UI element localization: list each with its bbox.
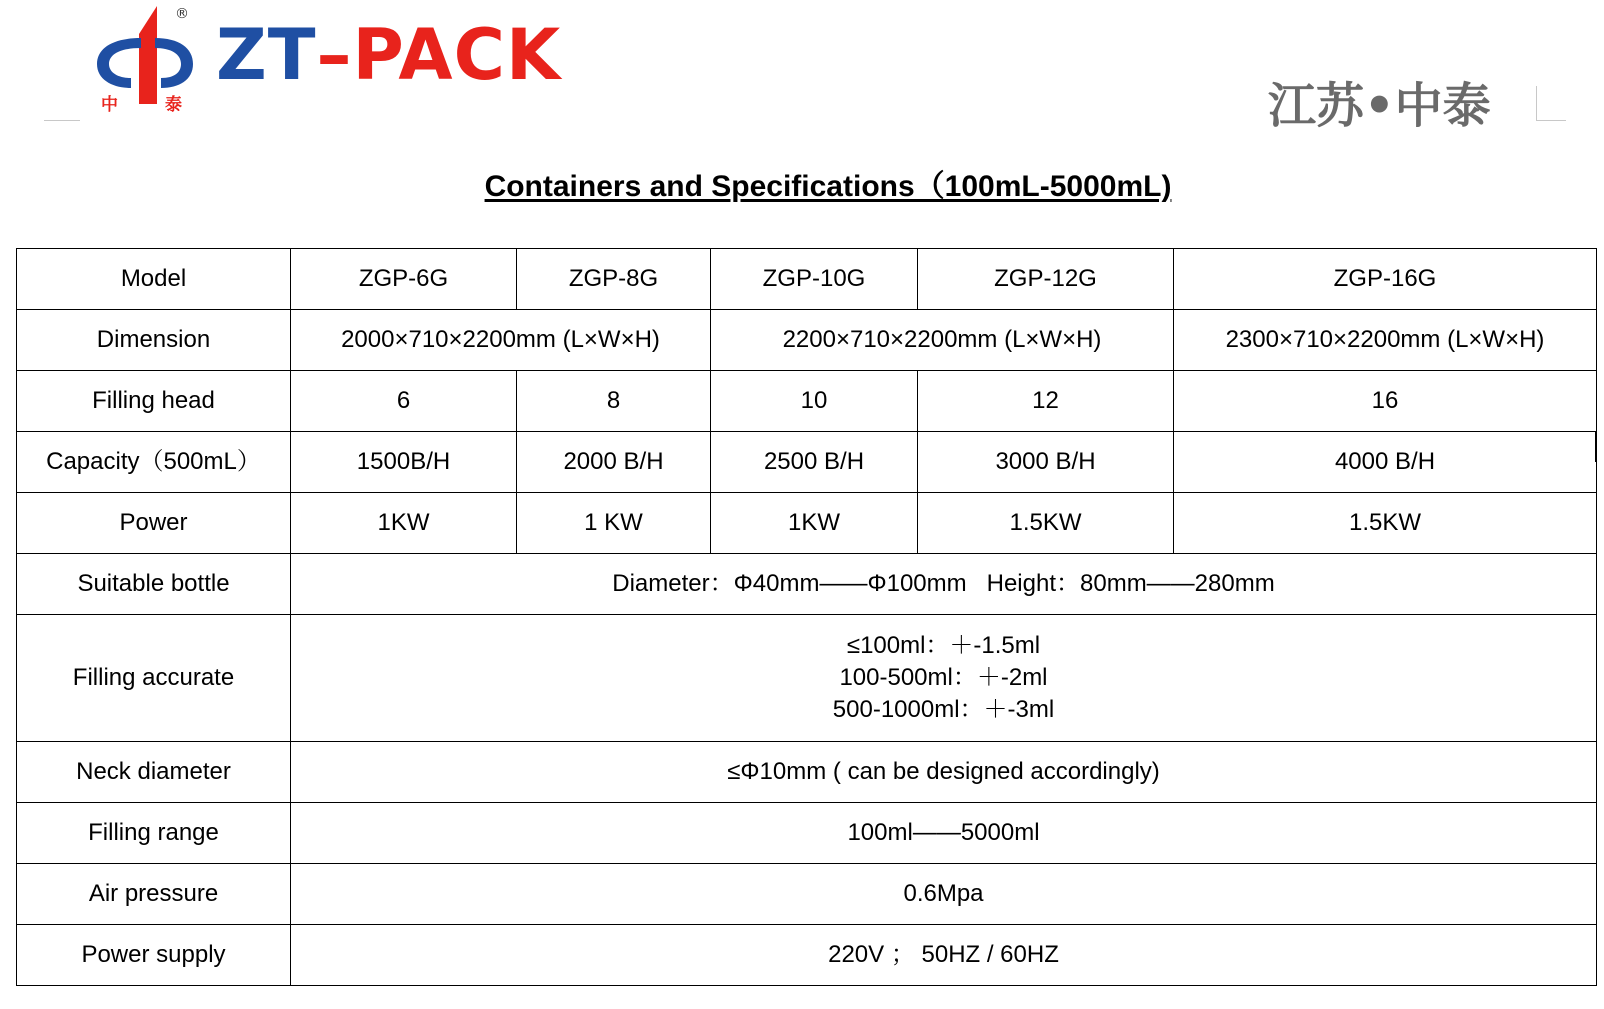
logo-char-right: 泰: [165, 95, 182, 115]
brand-dash: –: [316, 14, 353, 96]
filling-head-cell: 8: [517, 371, 711, 432]
power-cell: 1KW: [711, 493, 918, 554]
model-cell: ZGP-8G: [517, 249, 711, 310]
capacity-cell: 2500 B/H: [711, 432, 918, 493]
row-label-air-pressure: Air pressure: [17, 864, 291, 925]
text-cursor: [1595, 432, 1597, 462]
page-corner-mark: [1536, 86, 1537, 120]
capacity-cell: 2000 B/H: [517, 432, 711, 493]
row-label-power: Power: [17, 493, 291, 554]
accuracy-line: 100-500ml：＋-2ml: [839, 664, 1048, 691]
brand-zt: ZT: [216, 14, 317, 96]
table-row-power: [17, 493, 1597, 554]
brand-wordmark: [216, 14, 562, 96]
logo-char-left: 中: [101, 95, 118, 115]
filling-range-cell: 100ml——5000ml: [291, 803, 1597, 864]
suitable-bottle-cell: Diameter：Φ40mm——Φ100mm Height：80mm——280mm: [291, 554, 1597, 615]
power-cell: 1.5KW: [1174, 493, 1597, 554]
power-cell: 1.5KW: [918, 493, 1174, 554]
filling-accurate-cell: [291, 615, 1597, 742]
model-cell: ZGP-6G: [291, 249, 517, 310]
dimension-cell: 2000×710×2200mm (L×W×H): [291, 310, 711, 371]
brand-pack: PACK: [352, 14, 562, 96]
row-label-model: Model: [17, 249, 291, 310]
power-cell: 1KW: [291, 493, 517, 554]
filling-head-cell: 6: [291, 371, 517, 432]
row-label-filling-range: Filling range: [17, 803, 291, 864]
table-row-suitable-bottle: [17, 554, 1597, 615]
row-label-power-supply: Power supply: [17, 925, 291, 986]
row-label-suitable-bottle: Suitable bottle: [17, 554, 291, 615]
page-title-text: Containers and Specifications（100mL-5000mL): [484, 170, 1172, 203]
power-supply-cell: 220V ； 50HZ / 60HZ: [291, 925, 1597, 986]
model-cell: ZGP-16G: [1174, 249, 1597, 310]
capacity-cell: 4000 B/H: [1174, 432, 1597, 493]
page-corner-mark: [44, 120, 80, 121]
table-row-dimension: [17, 310, 1597, 371]
table-row-model: [17, 249, 1597, 310]
registered-mark: ®: [175, 6, 189, 22]
row-label-filling-head: Filling head: [17, 371, 291, 432]
row-label-capacity: Capacity（500mL）: [17, 432, 291, 493]
table-row-air-pressure: [17, 864, 1597, 925]
accuracy-line: ≤100ml：＋-1.5ml: [846, 632, 1041, 659]
row-label-dimension: Dimension: [17, 310, 291, 371]
table-row-filling-head: [17, 371, 1597, 432]
row-label-neck-diameter: Neck diameter: [17, 742, 291, 803]
dimension-cell: 2200×710×2200mm (L×W×H): [711, 310, 1174, 371]
dimension-cell: 2300×710×2200mm (L×W×H): [1174, 310, 1597, 371]
capacity-cell: 1500B/H: [291, 432, 517, 493]
filling-head-cell: 16: [1174, 371, 1597, 432]
power-cell: 1 KW: [517, 493, 711, 554]
model-cell: ZGP-12G: [918, 249, 1174, 310]
filling-head-cell: 10: [711, 371, 918, 432]
page-title: [0, 170, 1604, 203]
row-label-filling-accurate: Filling accurate: [17, 615, 291, 742]
specifications-table: [16, 248, 1597, 986]
filling-head-cell: 12: [918, 371, 1174, 432]
neck-diameter-cell: ≤Φ10mm ( can be designed accordingly): [291, 742, 1597, 803]
chinese-company-name: 江苏•中泰: [1268, 78, 1491, 134]
capacity-cell: 3000 B/H: [918, 432, 1174, 493]
model-cell: ZGP-10G: [711, 249, 918, 310]
table-row-capacity: [17, 432, 1597, 493]
accuracy-line: 500-1000ml：＋-3ml: [832, 696, 1055, 723]
page-corner-mark: [1536, 120, 1566, 121]
company-logo-icon: [95, 4, 195, 116]
air-pressure-cell: 0.6Mpa: [291, 864, 1597, 925]
table-row-filling-accurate: [17, 615, 1597, 742]
table-row-power-supply: [17, 925, 1597, 986]
table-row-neck-diameter: [17, 742, 1597, 803]
table-row-filling-range: [17, 803, 1597, 864]
